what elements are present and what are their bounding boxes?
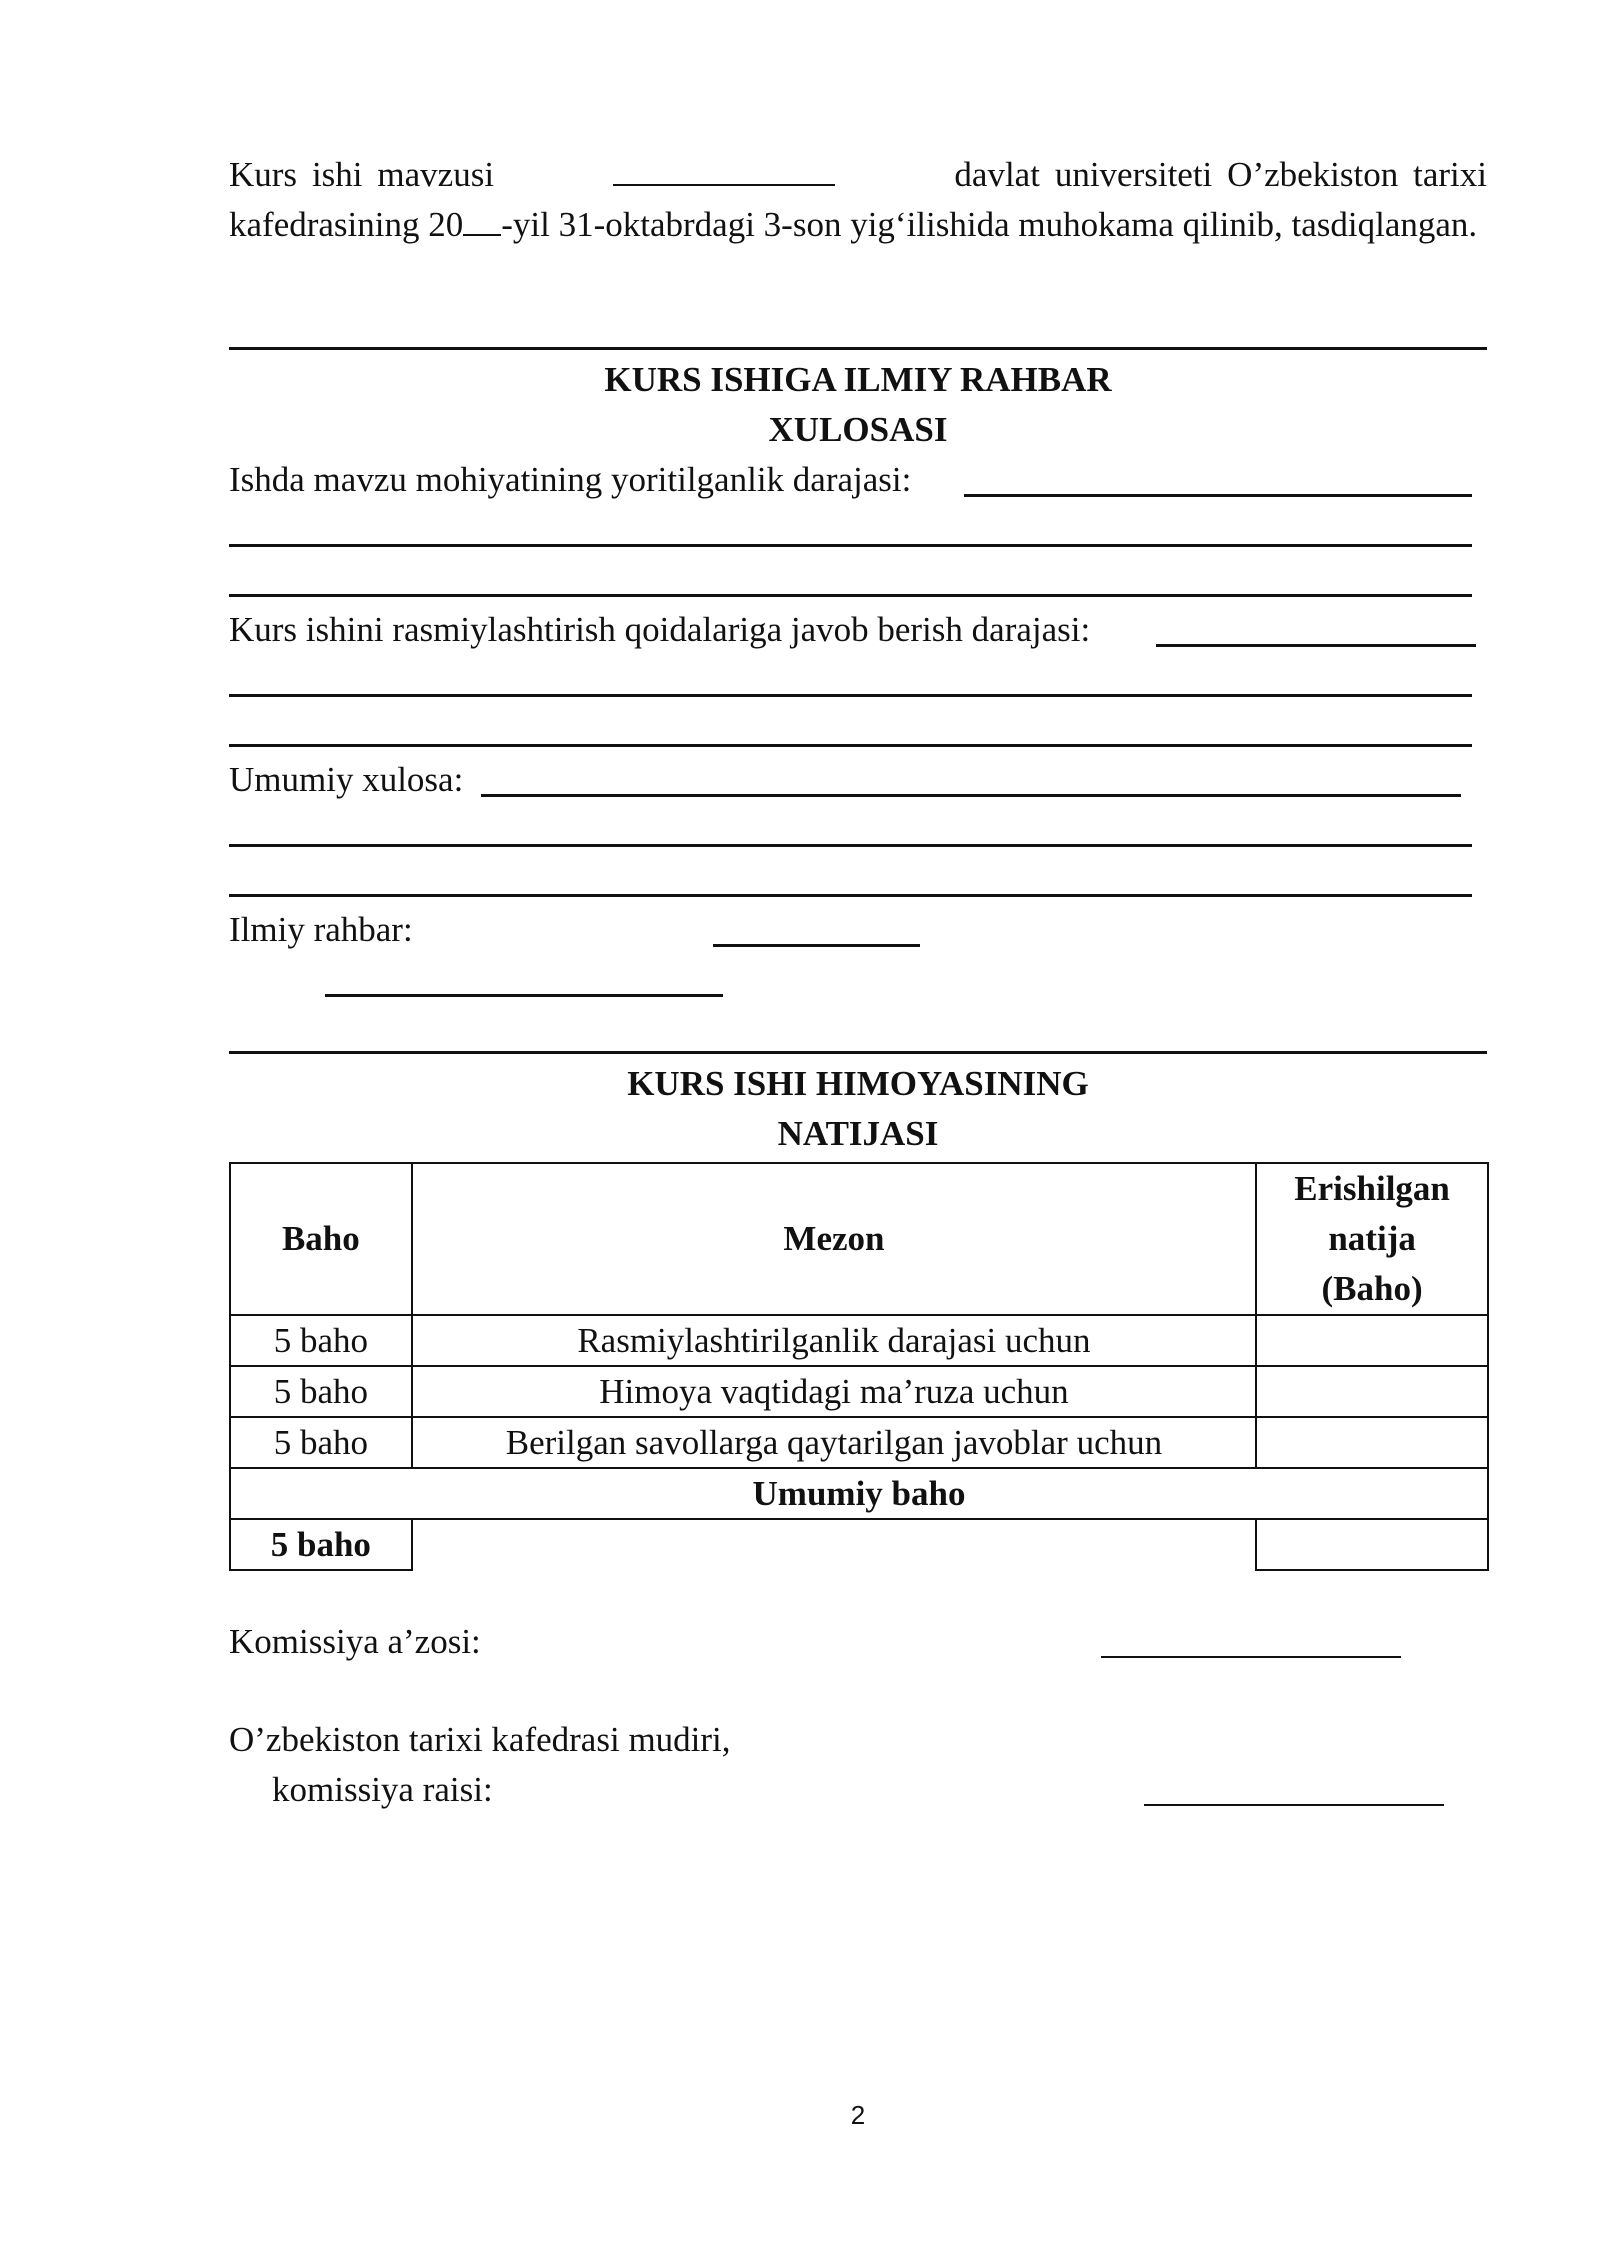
- total-grade-label: Umumiy baho: [230, 1468, 1488, 1519]
- document-page: [229, 0, 1487, 2262]
- formatting-level-label: Kurs ishini rasmiylashtirish qoidalariga javob berish darajasi:: [229, 610, 1091, 649]
- supervisor-name-blank[interactable]: [325, 994, 723, 997]
- achieved-column-header: [1256, 1163, 1488, 1315]
- intro-text-2: davlat universiteti O’zbekiston tarixi kafedrasining 20: [229, 155, 1488, 244]
- intro-paragraph: [229, 150, 1487, 250]
- table-header-row: [230, 1163, 1488, 1315]
- criterion-column-header: Mezon: [412, 1163, 1256, 1315]
- defense-results-table: [229, 1162, 1489, 1571]
- total-grade-value: 5 baho: [230, 1519, 412, 1570]
- achieved-header-line-3: (Baho): [1321, 1269, 1423, 1308]
- row-grade: 5 baho: [230, 1315, 412, 1366]
- supervisor-signature-blank[interactable]: [713, 944, 920, 947]
- achieved-header-line-2: natija: [1328, 1219, 1416, 1258]
- achieved-header-line-1: Erishilgan: [1294, 1169, 1450, 1208]
- section-divider-1: [229, 347, 1487, 350]
- year-blank[interactable]: [463, 234, 501, 236]
- university-blank[interactable]: [613, 184, 835, 186]
- commission-member-signature-blank[interactable]: [1101, 1656, 1401, 1658]
- general-conclusion-blank[interactable]: [481, 794, 1461, 797]
- formatting-level-blank[interactable]: [1156, 644, 1476, 647]
- row-criterion: Rasmiylashtirilganlik darajasi uchun: [412, 1315, 1256, 1366]
- intro-text-3: -yil 31-oktabrdagi 3-son yig‘ilishida muhokama qilinib, tasdiqlangan.: [501, 205, 1478, 244]
- total-empty-cell: [412, 1519, 1256, 1570]
- department-head-signature-blank[interactable]: [1144, 1804, 1444, 1806]
- page-number: 2: [850, 2100, 866, 2130]
- table-row: [230, 1315, 1488, 1366]
- general-conclusion-line-3[interactable]: [229, 894, 1472, 897]
- row-achieved-cell[interactable]: [1256, 1366, 1488, 1417]
- row-achieved-cell[interactable]: [1256, 1315, 1488, 1366]
- supervisor-label: Ilmiy rahbar:: [229, 910, 413, 949]
- row-grade: 5 baho: [230, 1366, 412, 1417]
- coverage-level-line-3[interactable]: [229, 594, 1472, 597]
- commission-member-label: Komissiya a’zosi:: [229, 1622, 481, 1661]
- section-divider-2: [229, 1051, 1487, 1054]
- department-head-label-line-2: komissiya raisi:: [272, 1770, 493, 1809]
- department-head-label-line-1: O’zbekiston tarixi kafedrasi mudiri,: [229, 1720, 731, 1759]
- table-row: [230, 1417, 1488, 1468]
- formatting-level-line-3[interactable]: [229, 744, 1472, 747]
- row-grade: 5 baho: [230, 1417, 412, 1468]
- coverage-level-label: Ishda mavzu mohiyatining yoritilganlik darajasi:: [229, 460, 912, 499]
- results-heading-line-2: NATIJASI: [777, 1114, 939, 1153]
- general-conclusion-line-2[interactable]: [229, 844, 1472, 847]
- conclusion-heading-line-1: KURS ISHIGA ILMIY RAHBAR: [604, 360, 1112, 399]
- row-criterion: Berilgan savollarga qaytarilgan javoblar uchun: [412, 1417, 1256, 1468]
- total-achieved-cell[interactable]: [1256, 1519, 1488, 1570]
- total-value-row: [230, 1519, 1488, 1570]
- table-row: [230, 1366, 1488, 1417]
- results-heading-line-1: KURS ISHI HIMOYASINING: [627, 1064, 1089, 1103]
- total-label-row: [230, 1468, 1488, 1519]
- conclusion-heading-line-2: XULOSASI: [768, 410, 948, 449]
- row-criterion: Himoya vaqtidagi ma’ruza uchun: [412, 1366, 1256, 1417]
- grade-column-header: Baho: [230, 1163, 412, 1315]
- general-conclusion-label: Umumiy xulosa:: [229, 760, 464, 799]
- formatting-level-line-2[interactable]: [229, 694, 1472, 697]
- intro-text-1: Kurs ishi mavzusi: [229, 155, 495, 194]
- coverage-level-blank[interactable]: [964, 494, 1472, 497]
- coverage-level-line-2[interactable]: [229, 544, 1472, 547]
- row-achieved-cell[interactable]: [1256, 1417, 1488, 1468]
